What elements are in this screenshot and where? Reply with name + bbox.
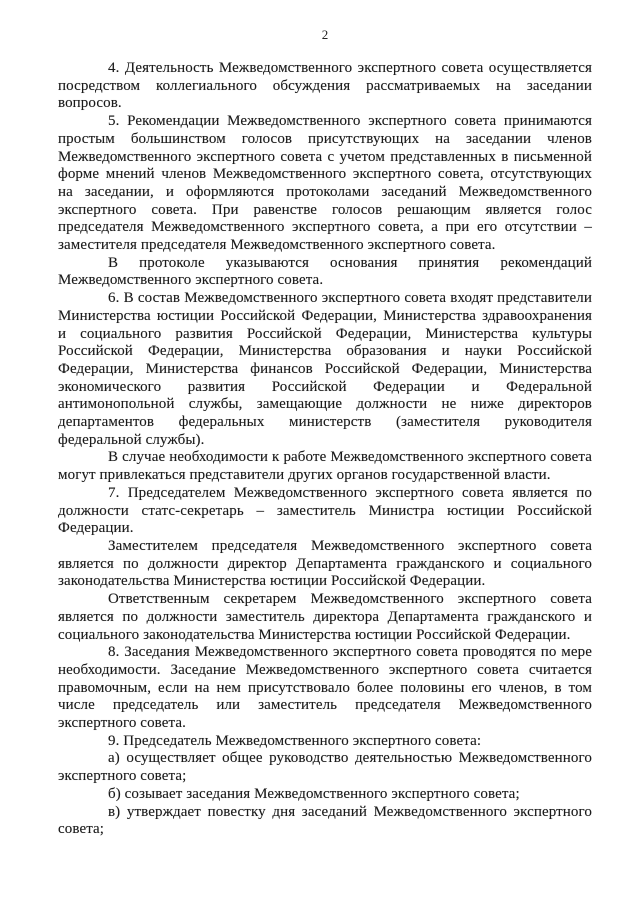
paragraph-4: 4. Деятельность Межведомственного экспертного совета осуществляется посредством коллегиального обсуждения рассматриваемых на заседании вопросов.	[58, 60, 592, 112]
paragraph-other-authorities-note: В случае необходимости к работе Межведомственного экспертного совета могут привлекаться представители других органов государственной власти.	[58, 449, 592, 484]
paragraph-deputy-chairman-note: Заместителем председателя Межведомственного экспертного совета является по должности директор Департамента гражданского и социального законодательства Министерства юстиции Российской Федерации.	[58, 537, 592, 590]
paragraph-9v: в) утверждает повестку дня заседаний Межведомственного экспертного совета;	[58, 803, 592, 838]
paragraph-5: 5. Рекомендации Межведомственного экспертного совета принимаются простым большинством голосов присутствующих на заседании членов Межведомственного экспертного совета с учетом представленных в письменной форме мнений членов Межведомственного экспертного совета, отсутствующих на заседании, и оформляются протоколами заседаний Межведомственного экспертного совета. При равенстве голосов решающим является голос председателя Межведомственного экспертного совета, а при его отсутствии – заместителя председателя Межведомственного экспертного совета.	[58, 113, 592, 254]
paragraph-secretary-note: Ответственным секретарем Межведомственного экспертного совета является по должности заместитель директора Департамента гражданского и социального законодательства Министерства юстиции Российской Федерации.	[58, 591, 592, 643]
paragraph-protocol-note: В протоколе указываются основания принятия рекомендаций Межведомственного экспертного совета.	[58, 254, 592, 289]
paragraph-9a: а) осуществляет общее руководство деятельностью Межведомственного экспертного совета;	[58, 750, 592, 785]
paragraph-7: 7. Председателем Межведомственного экспертного совета является по должности статс-секретарь – заместитель Министра юстиции Российской Федерации.	[58, 484, 592, 537]
document-body	[58, 60, 592, 839]
paragraph-9b: б) созывает заседания Межведомственного экспертного совета;	[108, 785, 520, 802]
paragraph-8: 8. Заседания Межведомственного экспертного совета проводятся по мере необходимости. Заседание Межведомственного экспертного совета считается правомочным, если на нем присутствовало более половины его членов, в том числе председатель или заместитель председателя Межведомственного экспертного совета.	[58, 644, 592, 732]
paragraph-6: 6. В состав Межведомственного экспертного совета входят представители Министерства юстиции Российской Федерации, Министерства здравоохранения и социального развития Российской Федерации, Министерства культуры Российской Федерации, Министерства образования и науки Российской Федерации, Министерства финансов Российской Федерации, Министерства экономического развития Российской Федерации и Федеральной антимонопольной службы, замещающие должности не ниже директоров департаментов федеральных министерств (заместителя руководителя федеральной службы).	[58, 290, 592, 448]
paragraph-9: 9. Председатель Межведомственного экспертного совета:	[108, 732, 482, 749]
page-number: 2	[321, 27, 329, 42]
